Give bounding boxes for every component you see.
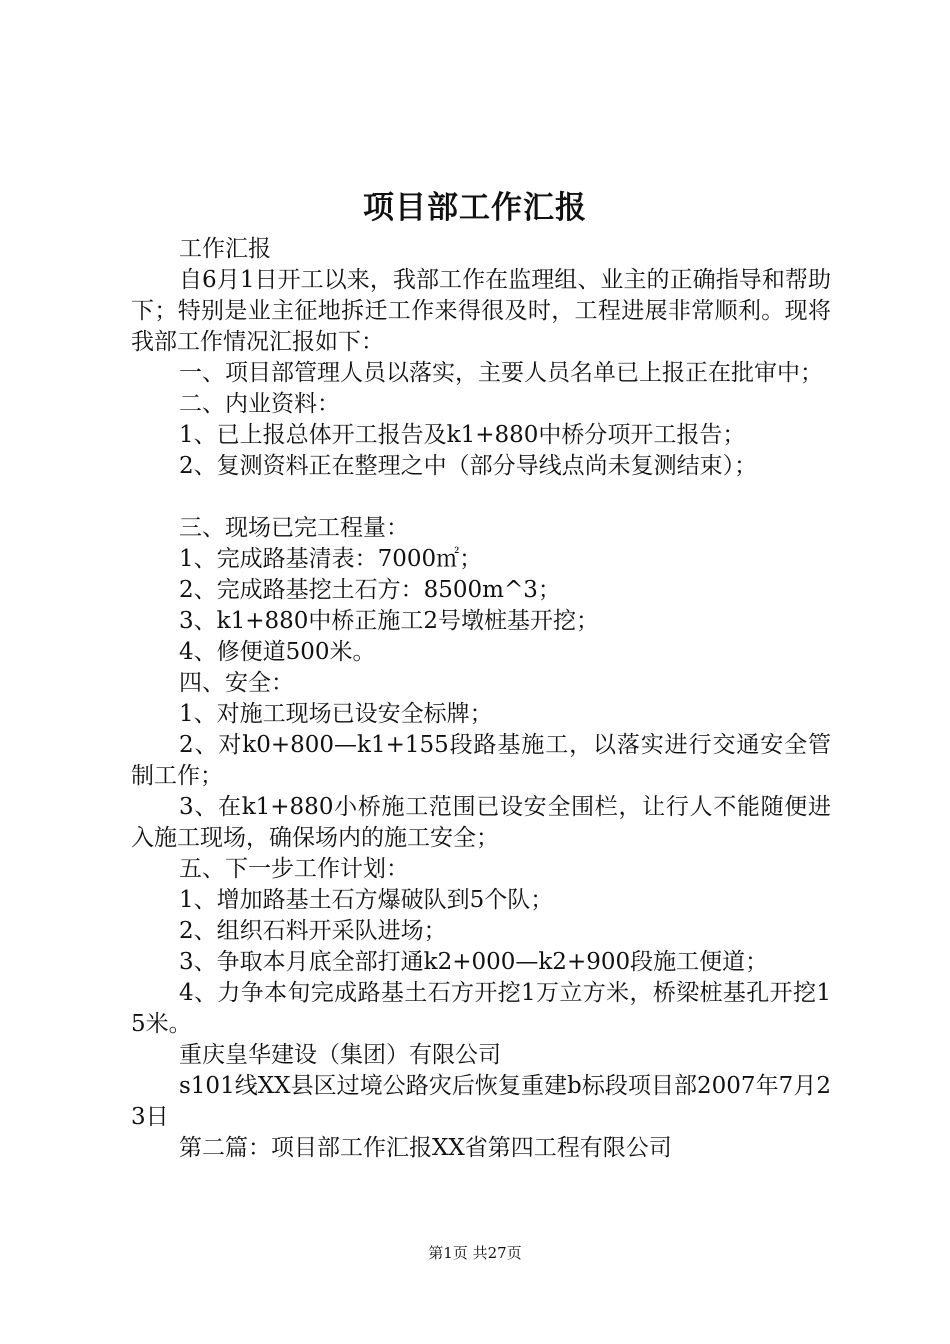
paragraph: 2、对k0+800—k1+155段路基施工，以落实进行交通安全管制工作； xyxy=(131,732,831,789)
page-footer: 第1页 共27页 xyxy=(428,1244,522,1262)
paragraph: 1、增加路基土石方爆破队到5个队； xyxy=(179,887,554,913)
paragraph: 2、组织石料开采队进场； xyxy=(179,918,447,944)
paragraph: 2、完成路基挖土石方：8500m^3； xyxy=(179,577,561,603)
paragraph: 一、项目部管理人员以落实，主要人员名单已上报正在批审中； xyxy=(179,360,823,386)
paragraph: 1、已上报总体开工报告及k1+880中桥分项开工报告； xyxy=(179,422,746,448)
paragraph: 3、k1+880中桥正施工2号墩桩基开挖； xyxy=(179,608,600,634)
paragraph: 1、对施工现场已设安全标牌； xyxy=(179,701,493,727)
paragraph: 4、力争本旬完成路基土石方开挖1万立方米，桥梁桩基孔开挖15米。 xyxy=(131,980,831,1037)
paragraph: 三、现场已完工程量： xyxy=(179,515,409,541)
next-section-heading: 第二篇：项目部工作汇报XX省第四工程有限公司 xyxy=(179,1135,672,1161)
paragraph: 2、复测资料正在整理之中（部分导线点尚未复测结束）； xyxy=(179,453,758,479)
paragraph: 1、完成路基清表：7000㎡； xyxy=(179,546,483,572)
paragraph: 五、下一步工作计划： xyxy=(179,856,409,882)
paragraph: 3、在k1+880小桥施工范围已设安全围栏，让行人不能随便进入施工现场，确保场内的施工安全； xyxy=(131,794,831,851)
document-body xyxy=(131,234,831,1164)
company-name: 重庆皇华建设（集团）有限公司 xyxy=(179,1042,501,1068)
paragraph: 3、争取本月底全部打通k2+000—k2+900段施工便道； xyxy=(179,949,769,975)
document-title: 项目部工作汇报 xyxy=(363,190,587,226)
paragraph: 四、安全： xyxy=(179,670,294,696)
paragraph: 工作汇报 xyxy=(179,236,271,262)
blank-line xyxy=(131,482,831,513)
paragraph: 二、内业资料： xyxy=(179,391,340,417)
paragraph: 自6月1日开工以来，我部工作在监理组、业主的正确指导和帮助下；特别是业主征地拆迁工作来得很及时，工程进展非常顺利。现将我部工作情况汇报如下： xyxy=(131,267,831,355)
paragraph: 4、修便道500米。 xyxy=(179,639,376,665)
project-signature: s101线XX县区过境公路灾后恢复重建b标段项目部2007年7月23日 xyxy=(131,1073,831,1130)
